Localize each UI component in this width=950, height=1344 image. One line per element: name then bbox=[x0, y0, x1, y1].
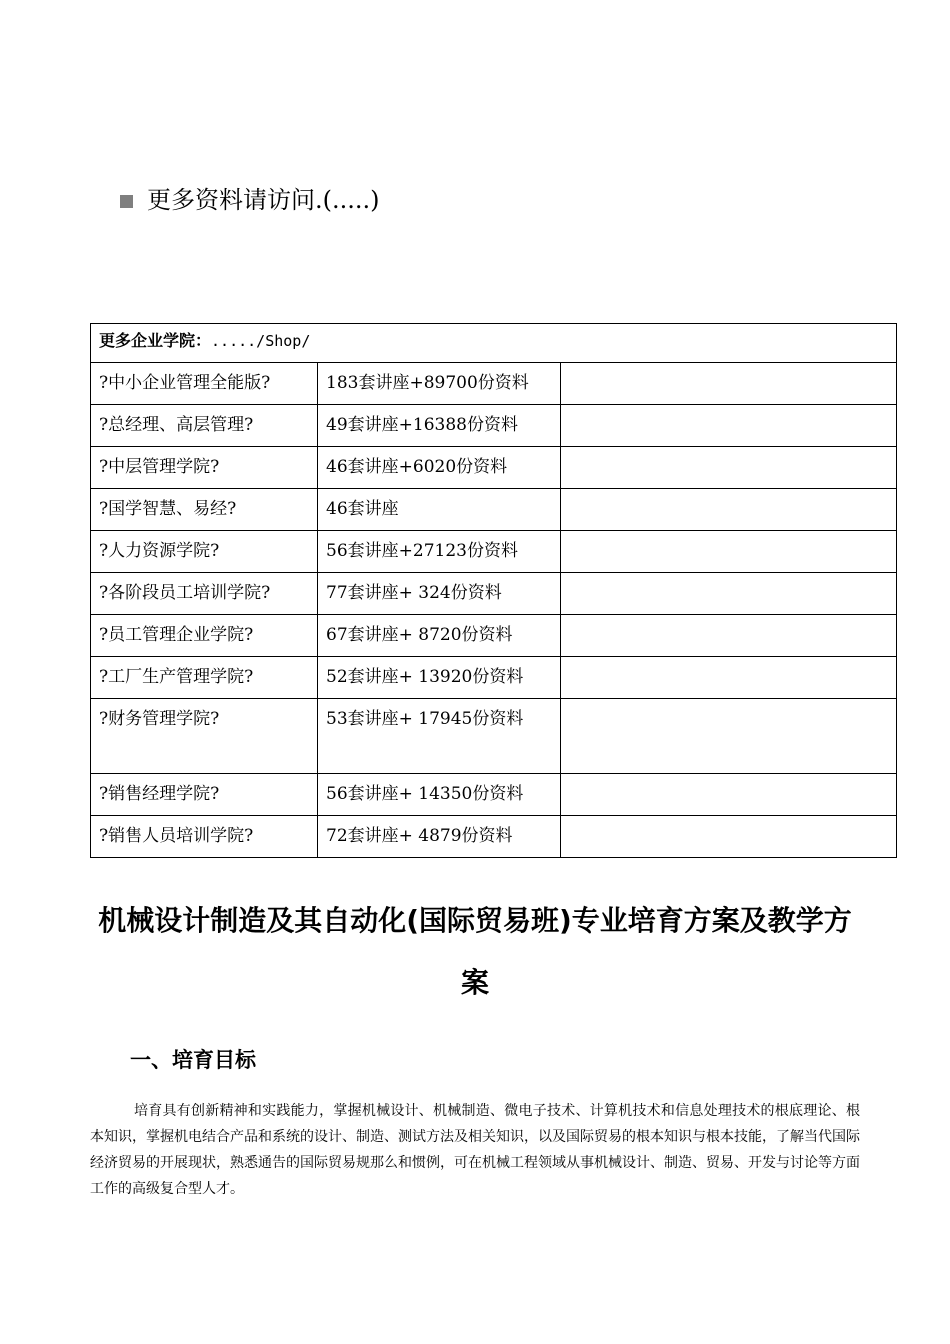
course-name: ?销售经理学院? bbox=[91, 774, 318, 816]
course-name: ?财务管理学院? bbox=[91, 699, 318, 774]
course-detail: 52套讲座+ 13920份资料 bbox=[318, 657, 561, 699]
course-extra bbox=[561, 405, 897, 447]
body-paragraph: 培育具有创新精神和实践能力，掌握机械设计、机械制造、微电子技术、计算机技术和信息处理技术的根底理论、根本知识，掌握机电结合产品和系统的设计、制造、测试方法及相关知识，以及国际贸易的根本知识与根本技能，了解当代国际经济贸易的开展现状，熟悉通告的国际贸易规那么和惯例，可在机械工程领域从事机械设计、制造、贸易、开发与讨论等方面工作的高级复合型人才。 bbox=[90, 1103, 860, 1197]
course-name: ?工厂生产管理学院? bbox=[91, 657, 318, 699]
square-bullet-icon bbox=[120, 195, 133, 208]
course-detail: 56套讲座+27123份资料 bbox=[318, 531, 561, 573]
table-row bbox=[91, 657, 897, 699]
table-row bbox=[91, 699, 897, 774]
course-name: ?员工管理企业学院? bbox=[91, 615, 318, 657]
course-detail: 72套讲座+ 4879份资料 bbox=[318, 816, 561, 858]
table-row bbox=[91, 405, 897, 447]
course-name: ?总经理、高层管理? bbox=[91, 405, 318, 447]
course-name: ?中小企业管理全能版? bbox=[91, 363, 318, 405]
course-detail: 46套讲座 bbox=[318, 489, 561, 531]
course-name: ?人力资源学院? bbox=[91, 531, 318, 573]
course-extra bbox=[561, 447, 897, 489]
table-row bbox=[91, 531, 897, 573]
course-detail: 77套讲座+ 324份资料 bbox=[318, 573, 561, 615]
header-label: 更多企业学院： bbox=[99, 331, 212, 350]
table-header-cell bbox=[91, 324, 897, 363]
course-extra bbox=[561, 363, 897, 405]
document-title: 机械设计制造及其自动化(国际贸易班)专业培育方案及教学方案 bbox=[98, 904, 852, 999]
notice-line bbox=[120, 184, 380, 216]
course-detail: 56套讲座+ 14350份资料 bbox=[318, 774, 561, 816]
header-link-text: ...../Shop/ bbox=[211, 332, 311, 350]
course-name: ?中层管理学院? bbox=[91, 447, 318, 489]
table-row bbox=[91, 447, 897, 489]
table-row bbox=[91, 774, 897, 816]
course-extra bbox=[561, 615, 897, 657]
table-row bbox=[91, 363, 897, 405]
table-header-row bbox=[91, 324, 897, 363]
course-table bbox=[90, 323, 897, 858]
course-extra bbox=[561, 531, 897, 573]
course-extra bbox=[561, 489, 897, 531]
course-extra bbox=[561, 657, 897, 699]
course-extra bbox=[561, 699, 897, 774]
course-name: ?各阶段员工培训学院? bbox=[91, 573, 318, 615]
course-name: ?国学智慧、易经? bbox=[91, 489, 318, 531]
course-name: ?销售人员培训学院? bbox=[91, 816, 318, 858]
table-row bbox=[91, 489, 897, 531]
course-detail: 53套讲座+ 17945份资料 bbox=[318, 699, 561, 774]
section-heading: 一、培育目标 bbox=[130, 1048, 256, 1072]
table-row bbox=[91, 573, 897, 615]
course-extra bbox=[561, 573, 897, 615]
notice-text: 更多资料请访问.(.....) bbox=[147, 186, 380, 214]
course-extra bbox=[561, 774, 897, 816]
course-detail: 183套讲座+89700份资料 bbox=[318, 363, 561, 405]
course-detail: 49套讲座+16388份资料 bbox=[318, 405, 561, 447]
course-detail: 46套讲座+6020份资料 bbox=[318, 447, 561, 489]
table-row bbox=[91, 615, 897, 657]
table-row bbox=[91, 816, 897, 858]
course-detail: 67套讲座+ 8720份资料 bbox=[318, 615, 561, 657]
course-extra bbox=[561, 816, 897, 858]
